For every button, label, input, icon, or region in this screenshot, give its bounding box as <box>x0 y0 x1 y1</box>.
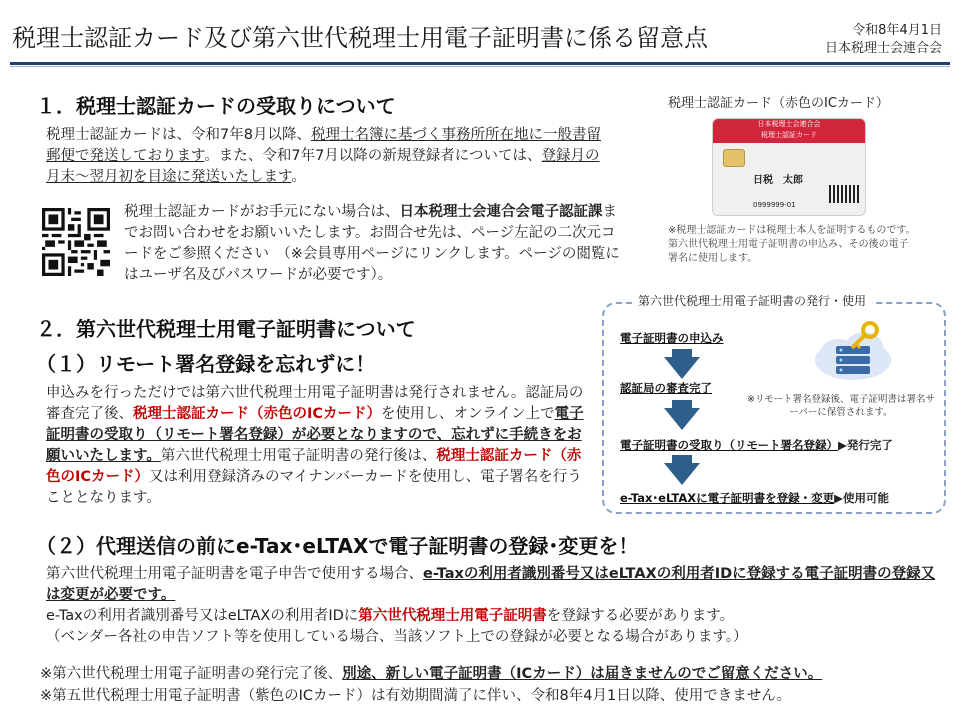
red-text: 第六世代税理士用電子証明書 <box>358 608 547 624</box>
text: 第六世代税理士用電子証明書を電子申告で使用する場合、 <box>46 566 423 582</box>
ic-chip-icon <box>723 149 745 167</box>
section2-sub1-heading: （１）リモート署名登録を忘れずに！ <box>36 352 376 376</box>
text: 税理士認証カードがお手元にない場合は、 <box>124 204 400 220</box>
card-number: 0999999-01 <box>753 201 796 209</box>
text: 第六世代税理士用電子証明書の発行後は、 <box>160 448 437 464</box>
text: （ベンダー各社の申告ソフト等を使用している場合、当該ソフト上での登録が必要となる場合があります。） <box>46 629 748 645</box>
flow-step-register-label: e-Tax･eLTAXに電子証明書を登録・変更 <box>620 491 835 505</box>
card-band-line1: 日本税理士会連合会 <box>757 120 821 128</box>
section1-paragraph2 <box>124 202 620 286</box>
barcode-icon <box>829 185 859 203</box>
flow-step-register <box>620 487 889 506</box>
header-divider-thin <box>10 66 950 67</box>
text: までお問い合わせをお願いいたします。お問合せ先は、ページ左記の二次元コードをご参照ください （※会員専用ページにリンクします。ページの閲覧にはユーザ名及びパスワードが必要です）。 <box>124 204 620 283</box>
card-holder-name: 日税 太郎 <box>753 175 803 186</box>
section2-sub2-heading: （２）代理送信の前にe-Tax･eLTAXで電子証明書の登録･変更を！ <box>36 534 639 558</box>
arrow-down-icon <box>664 400 700 430</box>
underlined-bold-text: e-Taxの利用者識別番号又はeLTAXの利用者IDに登録する電子証明書の登録又は変更が必要です。 <box>46 566 936 603</box>
flow-caption: 第六世代税理士用電子証明書の発行・使用 <box>632 292 872 309</box>
underlined-bold-text: 別途、新しい電子証明書（ICカード）は届きませんのでご留意ください。 <box>342 666 823 682</box>
text: ※第六世代税理士用電子証明書の発行完了後、 <box>40 666 343 682</box>
issue-date: 令和8年4月1日 <box>852 23 942 38</box>
flow-step-review: 認証局の審査完了 <box>620 381 712 395</box>
card-note: ※税理士認証カードは税理士本人を証明するものです。第六世代税理士用電子証明書の申込み、その後の電子署名に使用します。 <box>668 225 916 264</box>
flow-step-register-suffix: ▶使用可能 <box>834 491 889 505</box>
section1-heading: １．税理士認証カードの受取りについて <box>36 94 396 118</box>
text: を登録する必要があります。 <box>546 608 735 624</box>
red-text: 税理士認証カード（赤色のICカード） <box>46 448 582 485</box>
underlined-text: 税理士名簿に基づく事務所所在地に一般書留郵便で発送しております <box>46 127 601 164</box>
underlined-text: 登録月の月末～翌月初を目途に発送いたします <box>46 148 600 185</box>
text: 税理士認証カードは、令和7年8月以降、 <box>46 127 311 143</box>
section2-sub2-paragraph <box>46 564 936 648</box>
header-divider <box>10 62 950 65</box>
arrow-down-icon <box>664 455 700 485</box>
section2-heading: ２．第六世代税理士用電子証明書について <box>36 317 416 341</box>
flow-step-receive <box>620 434 893 453</box>
flow-step-receive-label: 電子証明書の受取り（リモート署名登録） <box>620 438 839 452</box>
card-caption: 税理士認証カード（赤色のICカード） <box>668 96 889 111</box>
date-block <box>825 22 942 58</box>
card-band <box>713 119 865 143</box>
footer-note2: ※第五世代税理士用電子証明書（紫色のICカード）は有効期間満了に伴い、令和8年4月1日以降、使用できません。 <box>40 688 792 704</box>
certification-card-image <box>712 118 866 216</box>
text: 。また、令和7年7月以降の新規登録者については、 <box>204 148 542 164</box>
red-text: 税理士認証カード（赤色のICカード） <box>133 406 382 422</box>
text: 申込みを行っただけでは第六世代税理士用電子証明書は発行されません。認証局の審査完了後、 <box>46 385 584 422</box>
section2-sub1-paragraph <box>46 383 594 509</box>
signature-server-icon <box>808 316 898 386</box>
flow-step-apply: 電子証明書の申込み <box>620 331 724 345</box>
text: 。 <box>291 169 306 185</box>
arrow-down-icon <box>664 349 700 379</box>
flow-step-receive-suffix: ▶発行完了 <box>838 438 893 452</box>
card-band-line2: 税理士認証カード <box>761 131 817 139</box>
text: を使用し、オンライン上で <box>381 406 555 422</box>
bold-text: 日本税理士会連合会電子認証課 <box>399 204 603 220</box>
section1-paragraph1 <box>46 125 606 188</box>
text: 又は利用登録済みのマイナンバーカードを使用し、電子署名を行うこととなります。 <box>46 469 582 506</box>
server-note: ※リモート署名登録後、電子証明書は署名サーバーに保管されます。 <box>746 394 936 418</box>
qr-code-icon[interactable] <box>42 208 110 276</box>
underlined-bold-text: 電子証明書の受取り（リモート署名登録）が必要となりますので、忘れずに手続きをお願いいたします。 <box>46 406 584 464</box>
page-title: 税理士認証カード及び第六世代税理士用電子証明書に係る留意点 <box>12 24 708 52</box>
issuer-org: 日本税理士会連合会 <box>824 41 942 56</box>
text: e-Taxの利用者識別番号又はeLTAXの利用者IDに <box>46 608 359 624</box>
footer-note1 <box>40 664 950 685</box>
